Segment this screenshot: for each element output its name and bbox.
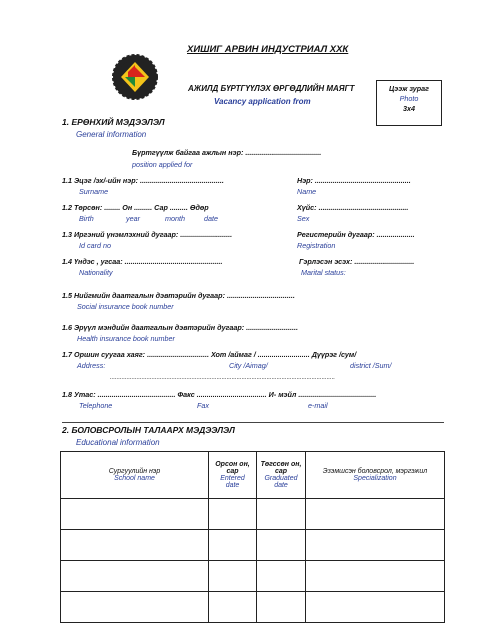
- header-school-name: Сургуулийн нэр School name: [61, 452, 209, 499]
- education-table: [60, 451, 445, 623]
- table-header-row: [61, 452, 445, 499]
- health-insurance-label-en: Health insurance book number: [77, 334, 175, 343]
- birth-field[interactable]: 1.2 Төрсөн: ........ Он ......... Сар ......... Өдөр: [62, 203, 209, 212]
- table-row: [61, 530, 445, 561]
- address-continuation-field[interactable]: .......................................................................................................................................: [110, 375, 336, 381]
- year-label-en: year: [126, 214, 140, 223]
- month-label-en: month: [165, 214, 185, 223]
- contact-field[interactable]: 1.8 Утас: ....................................... Факс ................................... И- мэйл .......................................: [62, 390, 377, 399]
- email-label-en: e-mail: [308, 401, 328, 410]
- telephone-label-en: Telephone: [79, 401, 113, 410]
- photo-label-en: Photo: [399, 94, 419, 103]
- company-name: ХИШИГ АРВИН ИНДУСТРИАЛ ХХК: [187, 44, 349, 55]
- photo-size: 3x4: [403, 104, 415, 113]
- header-specialization: Эзэмшсэн боловсрол, мэргэжил Specialization: [306, 452, 445, 499]
- registration-label-en: Registration: [297, 241, 336, 250]
- name-field[interactable]: Нэр: ................................................: [297, 176, 411, 185]
- graduated-date-cell[interactable]: [257, 499, 306, 530]
- date-label-en: date: [204, 214, 218, 223]
- school-name-cell[interactable]: [61, 499, 209, 530]
- district-label-en: district /Sum/: [350, 361, 392, 370]
- address-label-en: Address:: [77, 361, 106, 370]
- surname-label-en: Surname: [79, 187, 109, 196]
- social-insurance-label-en: Social insurance book number: [77, 302, 174, 311]
- graduated-date-cell[interactable]: [257, 530, 306, 561]
- specialization-cell[interactable]: [306, 592, 445, 623]
- section2-title: 2. БОЛОВСРОЛЫН ТАЛААРХ МЭДЭЭЛЭЛ: [62, 425, 235, 435]
- table-row: [61, 561, 445, 592]
- section1-title: 1. ЕРӨНХИЙ МЭДЭЭЛЭЛ: [62, 117, 165, 127]
- graduated-date-cell[interactable]: [257, 592, 306, 623]
- id-card-label-en: Id card no: [79, 241, 111, 250]
- sex-label-en: Sex: [297, 214, 310, 223]
- nationality-label-en: Nationality: [79, 268, 113, 277]
- form-title-mn: АЖИЛД БҮРТГҮҮЛЭХ ӨРГӨДЛИЙН МАЯГТ: [188, 84, 355, 93]
- entered-date-cell[interactable]: [209, 499, 257, 530]
- sex-field[interactable]: Хүйс: .............................................: [297, 203, 409, 212]
- section1-subtitle: General information: [76, 130, 147, 139]
- graduated-date-cell[interactable]: [257, 561, 306, 592]
- fax-label-en: Fax: [197, 401, 209, 410]
- header-entered-date: Орсон он, сар Entered date: [209, 452, 257, 499]
- school-name-cell[interactable]: [61, 530, 209, 561]
- table-row: [61, 499, 445, 530]
- position-label-en: position applied for: [132, 160, 193, 169]
- specialization-cell[interactable]: [306, 561, 445, 592]
- marital-status-label-en: Marital status:: [301, 268, 346, 277]
- city-label-en: City /Aimag/: [229, 361, 268, 370]
- school-name-cell[interactable]: [61, 592, 209, 623]
- health-insurance-field[interactable]: 1.6 Эрүүл мэндийн даатгалын дэвтэрийн дугаар: ..........................: [62, 323, 299, 332]
- entered-date-cell[interactable]: [209, 561, 257, 592]
- name-label-en: Name: [297, 187, 317, 196]
- section-divider: [62, 422, 444, 423]
- form-title-en: Vacancy application from: [214, 97, 311, 106]
- specialization-cell[interactable]: [306, 499, 445, 530]
- address-field[interactable]: 1.7 Оршин суугаа хаяг: ............................... Хот /аймаг / .......................... Дүүрэг /сум/: [62, 350, 357, 359]
- specialization-cell[interactable]: [306, 530, 445, 561]
- section2-subtitle: Educational information: [76, 438, 160, 447]
- photo-box: [376, 80, 442, 126]
- position-field[interactable]: Бүртгүүлж байгаа ажлын нэр: ......................................: [132, 148, 322, 157]
- marital-status-field[interactable]: Гэрлэсэн эсэх: ..............................: [299, 257, 415, 266]
- header-graduated-date: Төгссөн он, сар Graduated date: [257, 452, 306, 499]
- surname-field[interactable]: 1.1 Эцэг /эх/-ийн нэр: ..........................................: [62, 176, 224, 185]
- school-name-cell[interactable]: [61, 561, 209, 592]
- id-card-field[interactable]: 1.3 Иргэний үнэмлэхний дугаар: ..........................: [62, 230, 233, 239]
- social-insurance-field[interactable]: 1.5 Нийгмийн даатгалын дэвтэрийн дугаар: ..................................: [62, 291, 295, 300]
- entered-date-cell[interactable]: [209, 530, 257, 561]
- registration-field[interactable]: Регистерийн дугаар: ...................: [297, 230, 415, 239]
- table-row: [61, 592, 445, 623]
- photo-label-mn: Цээж зураг: [389, 84, 429, 93]
- entered-date-cell[interactable]: [209, 592, 257, 623]
- birth-label-en: Birth: [79, 214, 94, 223]
- nationality-field[interactable]: 1.4 Үндэс , угсаа: .................................................: [62, 257, 223, 266]
- company-logo-icon: [111, 53, 159, 101]
